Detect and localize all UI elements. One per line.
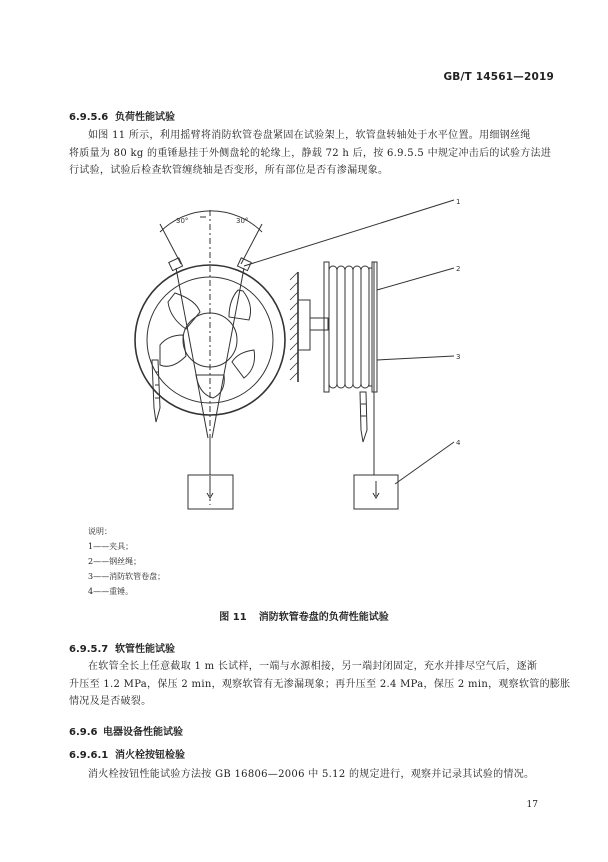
figure-number: 图 11 — [219, 612, 247, 623]
paragraph-line: 行试验，试验后检查软管缠绕轴是否变形，所有部位是否有渗漏现象。 — [69, 165, 389, 176]
legend-item: 2——钢丝绳； — [88, 557, 142, 566]
legend-title: 说明： — [88, 527, 112, 536]
leader-4 — [395, 442, 454, 484]
callout-2: 2 — [456, 265, 461, 273]
figure-title: 消防软管卷盘的负荷性能试验 — [258, 612, 389, 623]
section-title: 消火栓按钮检验 — [115, 750, 185, 761]
section-title: 软管性能试验 — [115, 644, 175, 655]
hose-coils — [329, 266, 369, 388]
callout-1: 1 — [456, 198, 461, 206]
paragraph-line: 将质量为 80 kg 的重锤悬挂于外侧盘轮的轮缘上，静载 72 h 后，按 6.9.5.5 中规定冲击后的试验方法进 — [69, 147, 552, 159]
paragraph-line: 如图 11 所示，利用摇臂将消防软管卷盘紧固在试验架上，软管盘转轴处于水平位置。用细钢丝绳 — [88, 130, 531, 141]
section-number: 6.9.6.1 — [69, 750, 109, 761]
mount-plate — [298, 300, 310, 350]
mount-arm — [310, 318, 328, 330]
spoke-window — [232, 350, 255, 378]
section-title: 负荷性能试验 — [115, 112, 175, 123]
paragraph-line: 消火栓按钮性能试验方法按 GB 16806—2006 中 5.12 的规定进行，观察并记录其试验的情况。 — [88, 769, 535, 780]
standard-code: GB/T 14561—2019 — [443, 71, 554, 83]
angle-guide-right — [241, 224, 262, 264]
legend-item: 4——重锤。 — [88, 587, 134, 596]
figure-caption — [0, 608, 608, 623]
paragraph-line: 情况及是否破裂。 — [69, 696, 152, 707]
paragraph-line: 升压至 1.2 MPa，保压 2 min，观察软管有无渗漏现象；再升压至 2.4 MPa，保压 2 min，观察软管的膨胀 — [69, 678, 571, 690]
angle-label-left: 30° — [176, 217, 189, 225]
section-number: 6.9.6 — [69, 727, 98, 738]
paragraph-line: 在软管全长上任意截取 1 m 长试样，一端与水源相接，另一端封闭固定，充水并排尽空气后，逐渐 — [88, 661, 538, 672]
section-heading — [69, 723, 183, 738]
section-heading — [69, 640, 175, 655]
section-number: 6.9.5.7 — [69, 644, 109, 655]
spoke-window — [229, 290, 251, 320]
callout-4: 4 — [456, 439, 461, 447]
leader-1 — [244, 200, 454, 266]
callout-3: 3 — [456, 353, 461, 361]
legend-item: 3——消防软管卷盘； — [88, 572, 166, 581]
figure-legend — [88, 524, 165, 599]
leader-2 — [377, 268, 454, 290]
spoke-window — [160, 335, 186, 366]
paragraph-button-test — [88, 766, 550, 784]
angle-label-right: 30° — [236, 217, 249, 225]
section-number: 6.9.5.6 — [69, 112, 109, 123]
section-title: 电器设备性能试验 — [103, 727, 183, 738]
legend-item: 1——夹具； — [88, 542, 134, 551]
page-number: 17 — [526, 800, 538, 810]
leader-3 — [377, 356, 454, 360]
nozzle-side — [360, 392, 367, 442]
paragraph-hose-test — [69, 658, 571, 711]
section-heading — [69, 746, 185, 761]
